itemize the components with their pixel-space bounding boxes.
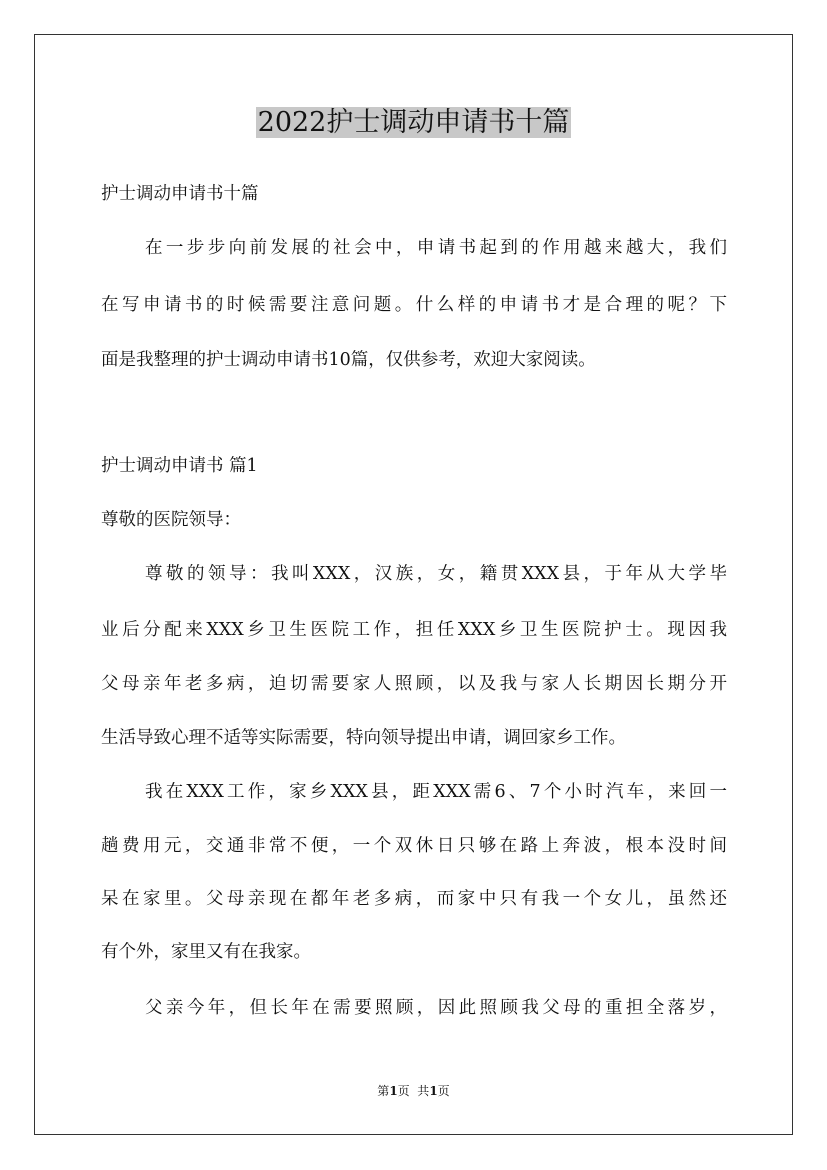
page-footer [0, 1083, 827, 1099]
footer-page-number: 1 [389, 1084, 398, 1098]
section-heading: 护士调动申请书 篇1 [101, 456, 258, 476]
paragraph-line: 我在XXX工作，家乡XXX县，距XXX需6、7个小时汽车，来回一 [145, 782, 727, 802]
intro-line: 面是我整理的护士调动申请书10篇，仅供参考，欢迎大家阅读。 [101, 350, 596, 370]
paragraph-line: 父亲今年，但长年在需要照顾，因此照顾我父母的重担全落岁， [145, 998, 727, 1018]
paragraph-line: 有个外，家里又有在我家。 [101, 942, 311, 962]
paragraph-line: 尊敬的领导：我叫XXX，汉族，女，籍贯XXX县，于年从大学毕 [145, 564, 727, 584]
footer-page-suffix: 页 [437, 1084, 450, 1098]
paragraph-line: 趟费用元，交通非常不便，一个双休日只够在路上奔波，根本没时间 [101, 836, 727, 856]
footer-page-mid: 页 共 [397, 1084, 430, 1098]
intro-line: 在一步步向前发展的社会中，申请书起到的作用越来越大，我们 [145, 238, 727, 258]
document-title-text: 2022护士调动申请书十篇 [257, 107, 570, 138]
footer-page-total: 1 [429, 1084, 438, 1098]
footer-page-prefix: 第 [377, 1084, 390, 1098]
intro-line: 在写申请书的时候需要注意问题。什么样的申请书才是合理的呢？下 [101, 295, 727, 315]
document-subtitle: 护士调动申请书十篇 [101, 184, 259, 204]
paragraph-line: 业后分配来XXX乡卫生医院工作，担任XXX乡卫生医院护士。现因我 [101, 620, 727, 640]
paragraph-line: 父母亲年老多病，迫切需要家人照顾，以及我与家人长期因长期分开 [101, 674, 727, 694]
paragraph-line: 呆在家里。父母亲现在都年老多病，而家中只有我一个女儿，虽然还 [101, 889, 727, 909]
paragraph-line: 生活导致心理不适等实际需要，特向领导提出申请，调回家乡工作。 [101, 728, 626, 748]
salutation: 尊敬的医院领导： [101, 510, 241, 530]
document-title [0, 103, 827, 143]
